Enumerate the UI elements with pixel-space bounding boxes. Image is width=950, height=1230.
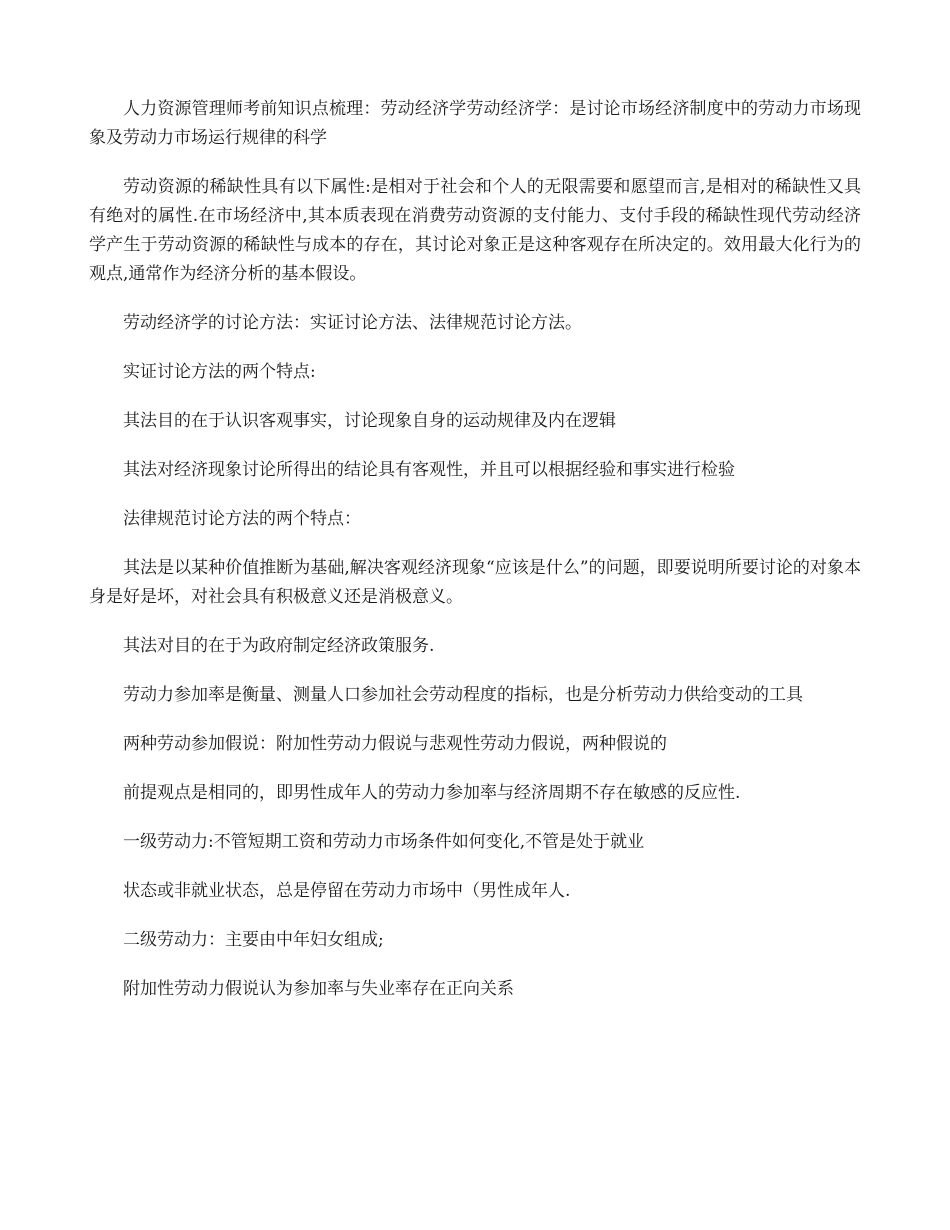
paragraph-normative-heading: 法律规范讨论方法的两个特点： <box>123 509 361 529</box>
paragraph-normative-point-1: 其法是以某种价值推断为基础,解决客观经济现象“应该是什么”的问题，即要说明所要讨论的对象本身是好是坏，对社会具有积极意义还是消极意义。 <box>89 558 861 607</box>
paragraph-title-intro: 人力资源管理师考前知识点梳理：劳动经济学劳动经济学：是讨论市场经济制度中的劳动力市场现象及劳动力市场运行规律的科学 <box>89 99 861 148</box>
paragraph-secondary-labor: 二级劳动力：主要由中年妇女组成; <box>123 930 384 950</box>
paragraph-positive-heading: 实证讨论方法的两个特点: <box>123 362 316 382</box>
paragraph-additive-hypothesis: 附加性劳动力假说认为参加率与失业率存在正向关系 <box>123 979 514 999</box>
paragraph-scarcity: 劳动资源的稀缺性具有以下属性:是相对于社会和个人的无限需要和愿望而言,是相对的稀缺性又具有绝对的属性.在市场经济中,其本质表现在消费劳动资源的支付能力、支付手段的稀缺性现代劳动经济学产生于劳动资源的稀缺性与成本的存在，其讨论对象正是这种客观存在所决定的。效用最大化行为的观点,通常作为经济分析的基本假设。 <box>89 177 861 284</box>
paragraph-primary-labor: 一级劳动力:不管短期工资和劳动力市场条件如何变化,不管是处于就业 <box>123 832 645 852</box>
paragraph-normative-point-2: 其法对目的在于为政府制定经济政策服务. <box>123 636 435 656</box>
paragraph-methods: 劳动经济学的讨论方法：实证讨论方法、法律规范讨论方法。 <box>123 313 582 333</box>
paragraph-primary-labor-cont: 状态或非就业状态，总是停留在劳动力市场中（男性成年人. <box>123 881 571 901</box>
paragraph-participation-rate: 劳动力参加率是衡量、测量人口参加社会劳动程度的指标，也是分析劳动力供给变动的工具 <box>123 685 803 705</box>
paragraph-two-hypotheses: 两种劳动参加假说：附加性劳动力假说与悲观性劳动力假说，两种假说的 <box>123 734 667 754</box>
paragraph-positive-point-2: 其法对经济现象讨论所得出的结论具有客观性，并且可以根据经验和事实进行检验 <box>123 460 735 480</box>
paragraph-premise: 前提观点是相同的，即男性成年人的劳动力参加率与经济周期不存在敏感的反应性. <box>123 783 741 803</box>
paragraph-positive-point-1: 其法目的在于认识客观事实，讨论现象自身的运动规律及内在逻辑 <box>123 411 616 431</box>
document-body <box>89 95 861 1024</box>
